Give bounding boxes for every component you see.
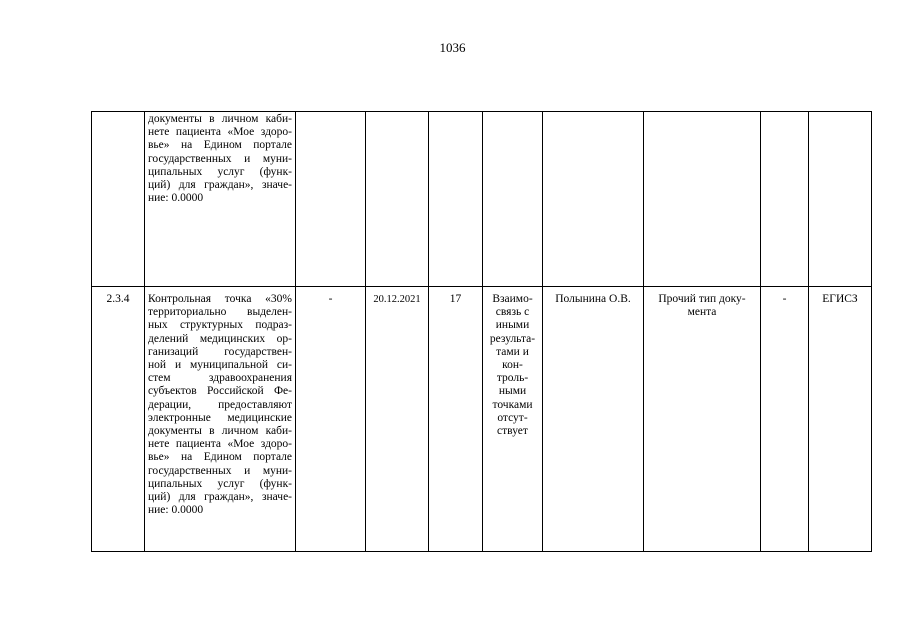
- description-line: нете пациента «Мое здоро-: [148, 126, 292, 139]
- cell-number: 2.3.4: [92, 287, 145, 552]
- relation-line: троль-: [496, 372, 529, 385]
- relation-line: Взаимо-: [492, 293, 533, 305]
- description-line: Контрольная точка «30%: [148, 293, 292, 305]
- description-line: документы в личном каби-: [148, 113, 292, 125]
- cell-responsible: Полынина О.В.: [543, 287, 644, 552]
- cell-number: [92, 112, 145, 287]
- cell-level: [761, 112, 809, 287]
- description-line: вье» на Едином портале: [148, 139, 292, 152]
- description-line: ципальных услуг (функ-: [148, 165, 292, 178]
- cell-doc-type: [644, 112, 761, 287]
- description-line: нете пациента «Мое здоро-: [148, 438, 292, 451]
- description-line: государственных и муни-: [148, 152, 292, 165]
- description-line: делений медицинских ор-: [148, 332, 292, 345]
- relation-line: связь с: [495, 306, 530, 319]
- description-line: дерации, предоставляют: [148, 398, 292, 411]
- cell-start: -: [296, 287, 366, 552]
- cell-doc-type: [644, 287, 761, 552]
- table-row: [92, 287, 872, 552]
- description-line: ций) для граждан», значе-: [148, 491, 292, 504]
- description-line: электронные медицинские: [148, 411, 292, 424]
- relation-line: иными: [495, 319, 530, 332]
- description-line: ганизаций государствен-: [148, 345, 292, 358]
- cell-system: ЕГИСЗ: [809, 287, 872, 552]
- description-line: ных структурных подраз-: [148, 319, 292, 332]
- doc-type-line: Прочий тип доку-: [658, 293, 746, 305]
- cell-end: 20.12.2021: [366, 287, 429, 552]
- cell-relation: [483, 112, 543, 287]
- relation-line: тами и: [496, 345, 529, 358]
- description-line: вье» на Едином портале: [148, 451, 292, 464]
- cell-end: [366, 112, 429, 287]
- cell-responsible: [543, 112, 644, 287]
- cell-description: [145, 287, 296, 552]
- relation-line: результа-: [489, 332, 536, 345]
- cell-days: 17: [429, 287, 483, 552]
- description-line: ние: 0.0000: [148, 192, 204, 205]
- relation-line: кон-: [502, 359, 523, 372]
- description-line: государственных и муни-: [148, 464, 292, 477]
- cell-start: [296, 112, 366, 287]
- description-line: субъектов Российской Фе-: [148, 385, 292, 398]
- cell-days: [429, 112, 483, 287]
- doc-type-line: мента: [687, 306, 717, 319]
- description-line: стем здравоохранения: [148, 372, 292, 385]
- description-line: ние: 0.0000: [148, 504, 204, 517]
- relation-line: точками: [492, 398, 533, 411]
- cell-system: [809, 112, 872, 287]
- table-row: [92, 112, 872, 287]
- description-line: ципальных услуг (функ-: [148, 477, 292, 490]
- cell-description: [145, 112, 296, 287]
- relation-line: ными: [498, 385, 527, 398]
- page-number: 1036: [439, 40, 466, 55]
- cell-relation: [483, 287, 543, 552]
- cell-level: -: [761, 287, 809, 552]
- document-table: [91, 111, 872, 552]
- description-line: документы в личном каби-: [148, 425, 292, 438]
- relation-line: ствует: [497, 425, 528, 438]
- description-line: ций) для граждан», значе-: [148, 179, 292, 192]
- relation-line: отсут-: [497, 411, 528, 424]
- description-line: территориально выделен-: [148, 306, 292, 319]
- description-line: ной и муниципальной си-: [148, 359, 292, 372]
